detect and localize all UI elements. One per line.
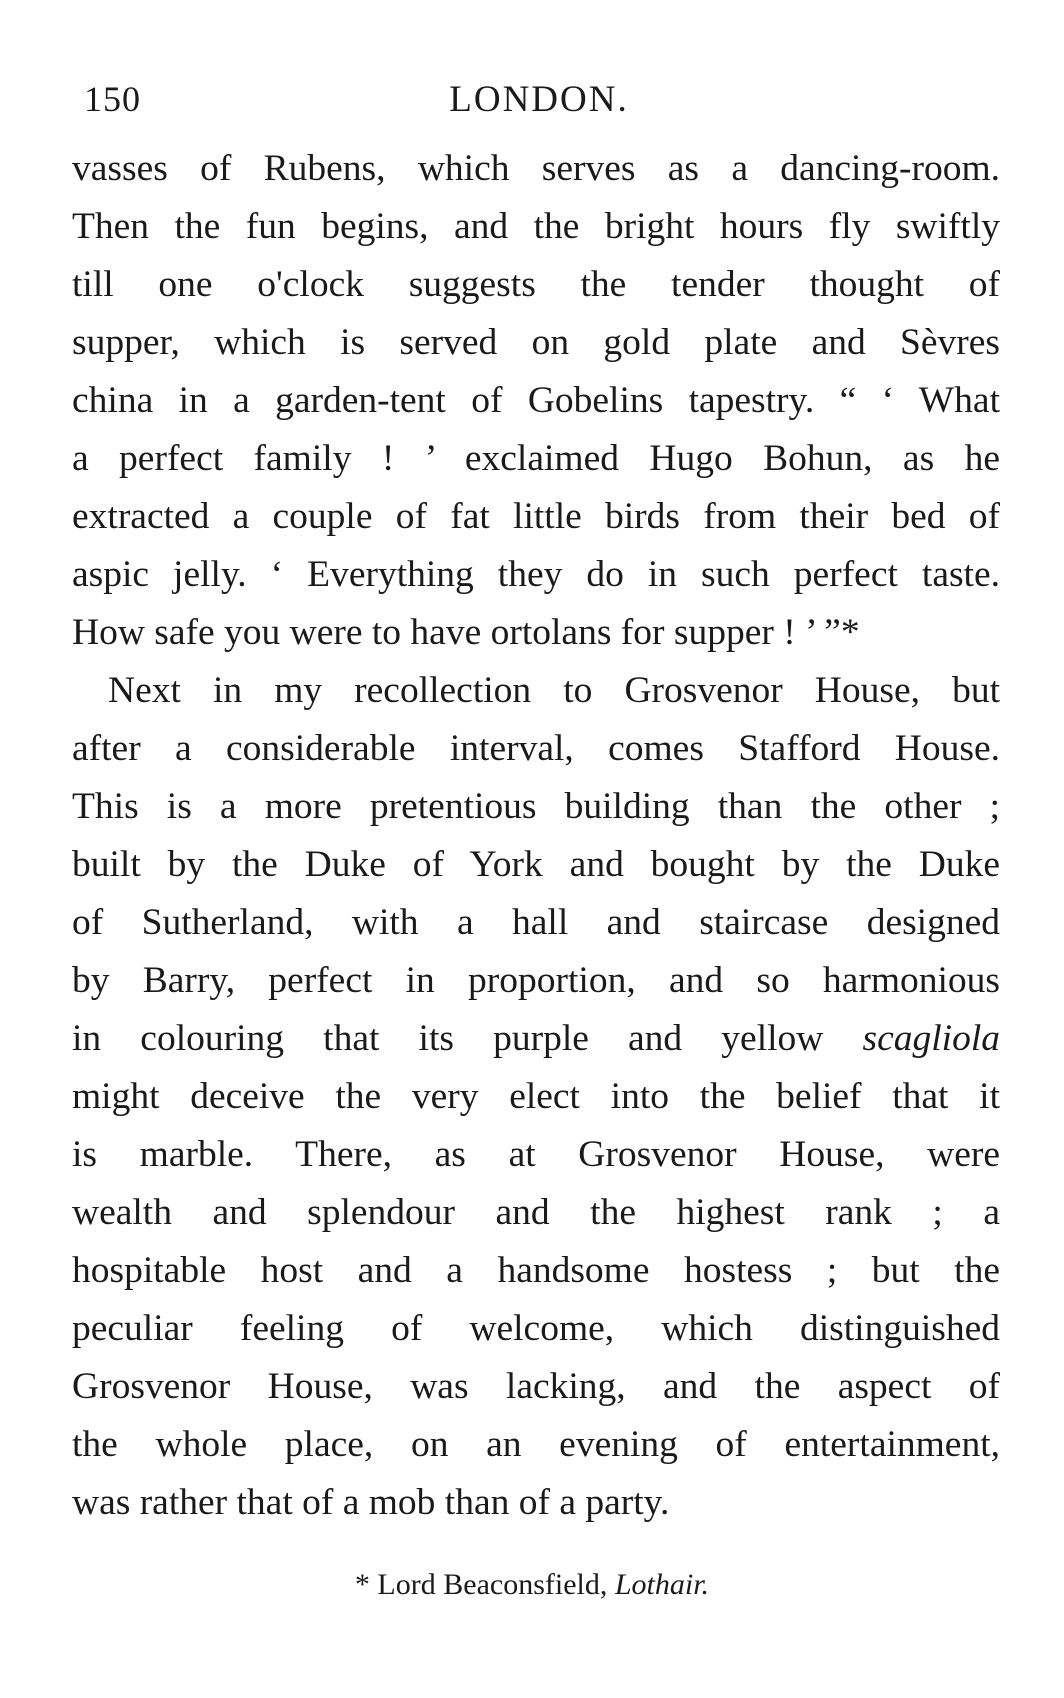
text-line: How safe you were to have ortolans for supper ! ’ ”* <box>72 612 860 653</box>
text-line: built by the Duke of York and bought by the Duke <box>72 844 1000 885</box>
text-line: of Sutherland, with a hall and staircase designed <box>72 902 1000 943</box>
text-line: till one o'clock suggests the tender thought of <box>72 264 1000 305</box>
page-header <box>84 72 994 132</box>
text-line: after a considerable interval, comes Stafford House. <box>72 728 1000 769</box>
text-line: is marble. There, as at Grosvenor House, were <box>72 1134 1000 1175</box>
text-line-with-italic <box>72 1010 1000 1068</box>
text-line: extracted a couple of fat little birds from their bed of <box>72 496 1000 537</box>
text-line: This is a more pretentious building than the other ; <box>72 786 1000 827</box>
running-title: LONDON. <box>449 79 629 120</box>
text-line: Then the fun begins, and the bright hours fly swiftly <box>72 206 1000 247</box>
footnote <box>0 1568 1064 1602</box>
text-line: was rather that of a mob than of a party. <box>72 1482 670 1523</box>
text-line: the whole place, on an evening of entertainment, <box>72 1424 1000 1465</box>
italic-term: scagliola <box>862 1018 1001 1059</box>
text-line: china in a garden-tent of Gobelins tapestry. “ ‘ What <box>72 380 1000 421</box>
text-line: hospitable host and a handsome hostess ; but the <box>72 1250 1000 1291</box>
text-line: wealth and splendour and the highest rank ; a <box>72 1192 1000 1233</box>
footnote-citation: * Lord Beaconsfield, <box>354 1568 608 1601</box>
text-line: vasses of Rubens, which serves as a dancing-room. <box>72 148 1000 189</box>
page-number: 150 <box>84 79 141 119</box>
text-line: by Barry, perfect in proportion, and so harmonious <box>72 960 1000 1001</box>
text-line: might deceive the very elect into the belief that it <box>72 1076 1000 1117</box>
text-line: peculiar feeling of welcome, which distinguished <box>72 1308 1000 1349</box>
paragraph-start-line: Next in my recollection to Grosvenor House, but <box>108 670 1000 711</box>
text-line: aspic jelly. ‘ Everything they do in such perfect taste. <box>72 554 1000 595</box>
body-text <box>72 140 1000 1532</box>
text-line: supper, which is served on gold plate and Sèvres <box>72 322 1000 363</box>
line-text: in colouring that its purple and yellow <box>72 1018 824 1059</box>
text-line: Grosvenor House, was lacking, and the aspect of <box>72 1366 1000 1407</box>
text-line: a perfect family ! ’ exclaimed Hugo Bohun, as he <box>72 438 1000 479</box>
footnote-work-title: Lothair. <box>614 1568 710 1601</box>
